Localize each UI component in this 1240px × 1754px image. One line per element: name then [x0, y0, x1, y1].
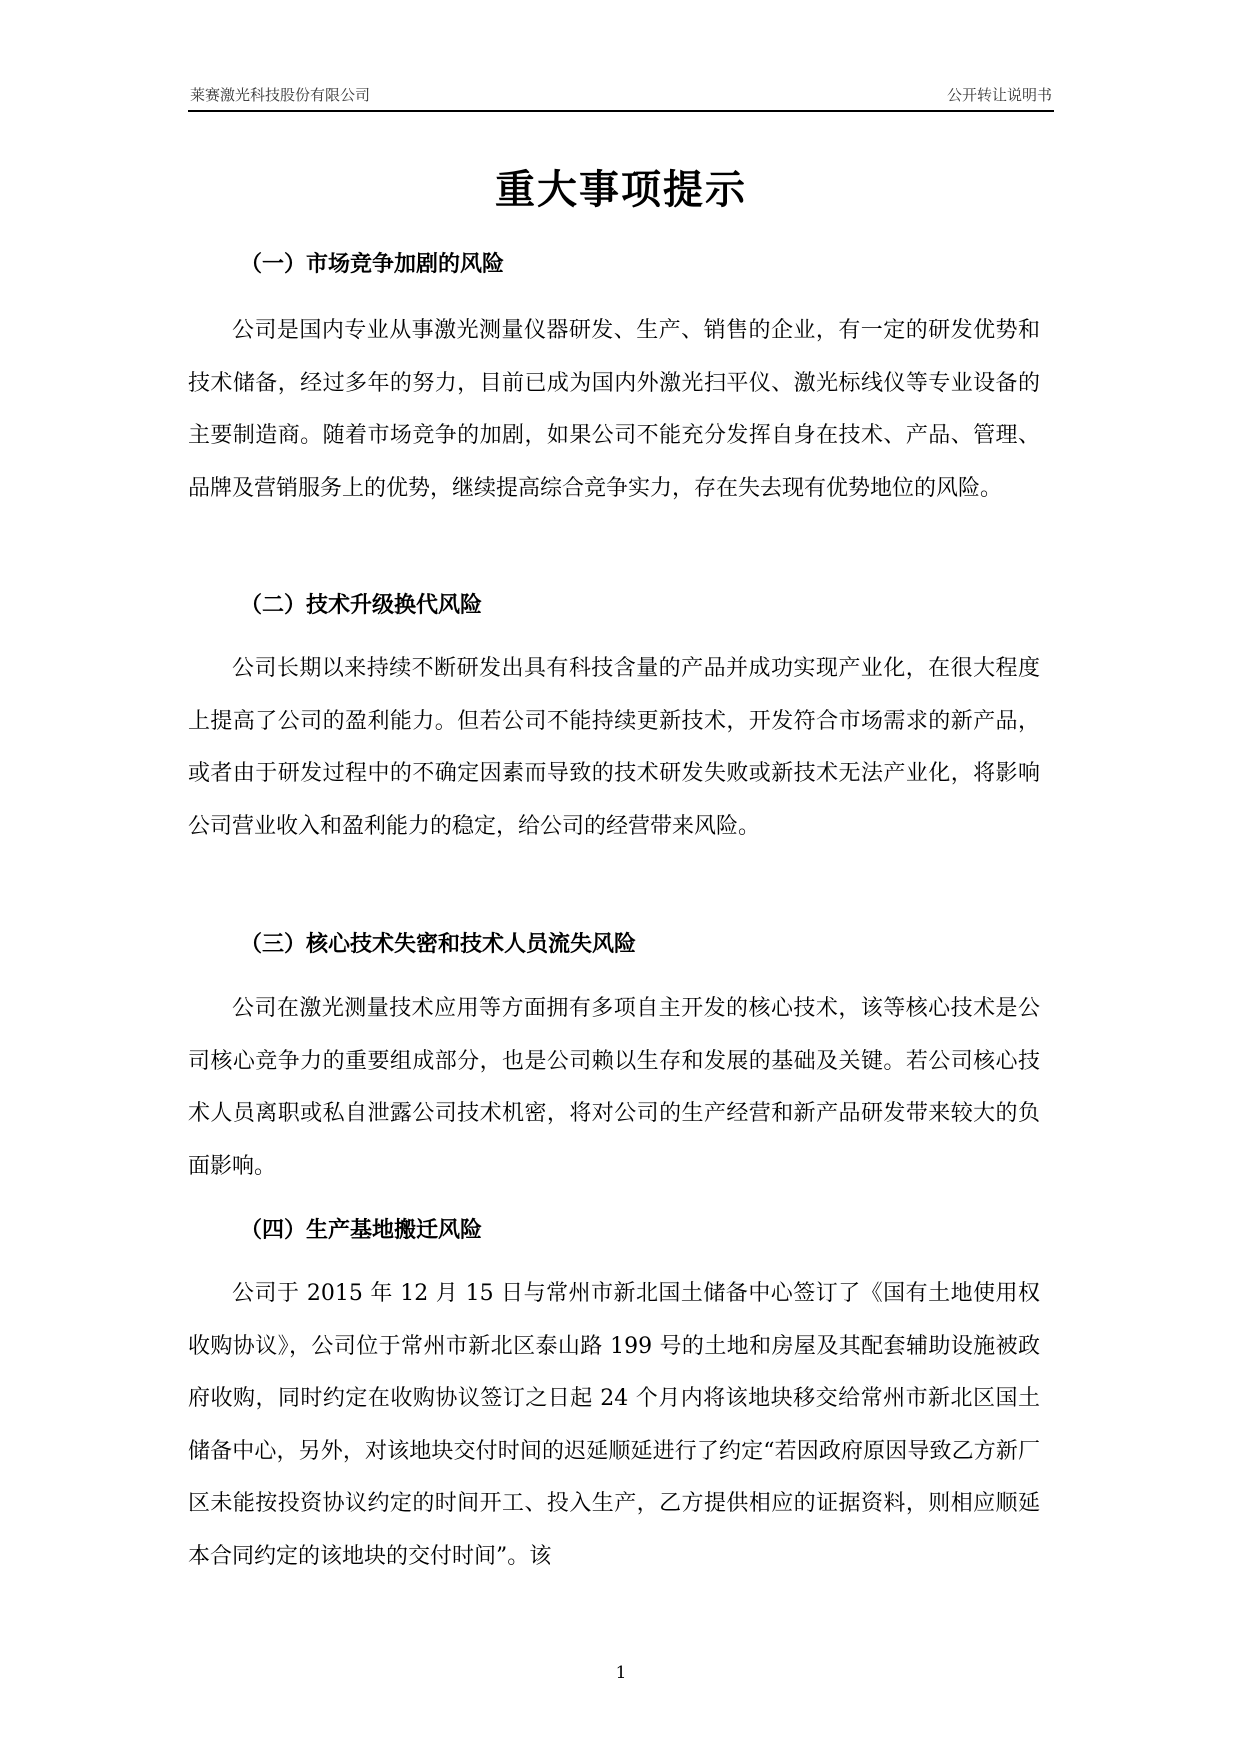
section-body-2: 公司长期以来持续不断研发出具有科技含量的产品并成功实现产业化，在很大程度上提高了公司的盈利能力。但若公司不能持续更新技术，开发符合市场需求的新产品，或者由于研发过程中的不确定因素而导致的技术研发失败或新技术无法产业化，将影响公司营业收入和盈利能力的稳定，给公司的经营带来风险。: [188, 656, 1040, 839]
section-heading-1: （一）市场竞争加剧的风险: [240, 251, 505, 277]
section-body-4: 公司于 2015 年 12 月 15 日与常州市新北国土储备中心签订了《国有土地使用权收购协议》，公司位于常州市新北区泰山路 199 号的土地和房屋及其配套辅助设施被政府收购，同时约定在收购协议签订之日起 24 个月内将该地块移交给常州市新北区国土储备中心，另外，对该地块交付时间的迟延顺延进行了约定“若因政府原因导致乙方新厂区未能按投资协议约定的时间开工、投入生产，乙方提供相应的证据资料，则相应顺延本合同约定的该地块的交付时间”。该: [188, 1281, 1040, 1569]
page-title: 重大事项提示: [495, 166, 747, 213]
section-body-1: 公司是国内专业从事激光测量仪器研发、生产、销售的企业，有一定的研发优势和技术储备，经过多年的努力，目前已成为国内外激光扫平仪、激光标线仪等专业设备的主要制造商。随着市场竞争的加剧，如果公司不能充分发挥自身在技术、产品、管理、品牌及营销服务上的优势，继续提高综合竞争实力，存在失去现有优势地位的风险。: [188, 318, 1040, 501]
page-number: 1: [615, 1663, 627, 1683]
section-heading-3: （三）核心技术失密和技术人员流失风险: [240, 931, 637, 957]
page-header: [188, 84, 1054, 112]
section-heading-2: （二）技术升级换代风险: [240, 592, 483, 618]
section-heading-4: （四）生产基地搬迁风险: [240, 1217, 483, 1243]
section-body-3: 公司在激光测量技术应用等方面拥有多项自主开发的核心技术，该等核心技术是公司核心竞争力的重要组成部分，也是公司赖以生存和发展的基础及关键。若公司核心技术人员离职或私自泄露公司技术机密，将对公司的生产经营和新产品研发带来较大的负面影响。: [188, 996, 1040, 1179]
header-company-name: 莱赛激光科技股份有限公司: [190, 86, 371, 104]
header-document-type: 公开转让说明书: [946, 86, 1052, 104]
